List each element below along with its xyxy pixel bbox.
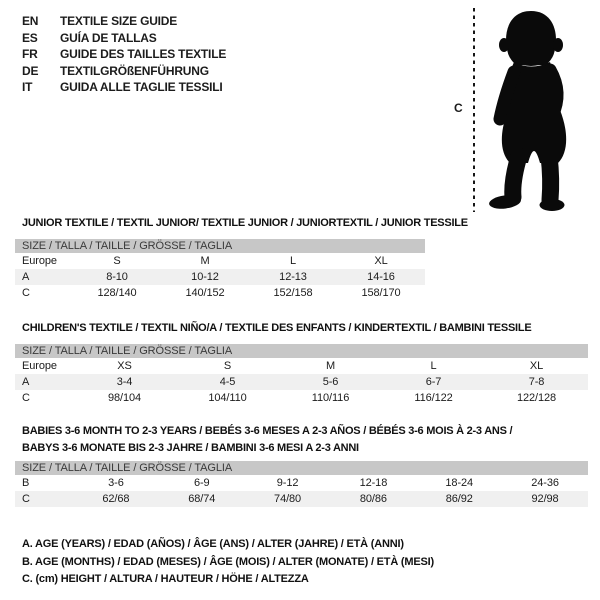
list-item (22, 46, 226, 63)
size-header-bar: SIZE / TALLA / TAILLE / GRÖSSE / TAGLIA (15, 239, 425, 253)
junior-section-title: JUNIOR TEXTILE / TEXTIL JUNIOR/ TEXTILE JUNIOR / JUNIORTEXTIL / JUNIOR TESSILE (22, 217, 468, 229)
table-cell: 9-12 (276, 477, 299, 489)
table-cell: 152/158 (273, 287, 313, 299)
table-cell: 10-12 (191, 271, 219, 283)
list-item (22, 30, 226, 47)
table-row (15, 285, 425, 301)
table-cell: XL (374, 255, 388, 267)
table-cell: 12-13 (279, 271, 307, 283)
legend-line-c: C. (cm) HEIGHT / ALTURA / HAUTEUR / HÖHE / ALTEZZA (22, 573, 309, 585)
size-header-bar: SIZE / TALLA / TAILLE / GRÖSSE / TAGLIA (15, 344, 588, 358)
table-cell: 3-6 (108, 477, 124, 489)
children-section-title: CHILDREN'S TEXTILE / TEXTIL NIÑO/A / TEXTILE DES ENFANTS / KINDERTEXTIL / BAMBINI TESSILE (22, 322, 532, 334)
babies-title-line-2: BABYS 3-6 MONATE BIS 2-3 JAHRE / BAMBINI 3-6 MESI A 2-3 ANNI (22, 442, 359, 454)
table-cell: 14-16 (367, 271, 395, 283)
legend-line-a: A. AGE (YEARS) / EDAD (AÑOS) / ÂGE (ANS) / ALTER (JAHRE) / ETÀ (ANNI) (22, 538, 404, 550)
table-cell: 110/116 (311, 392, 350, 404)
table-cell: S (113, 255, 121, 267)
table-row (15, 475, 588, 491)
table-row (15, 253, 425, 269)
language-title: GUIDA ALLE TAGLIE TESSILI (60, 80, 223, 94)
babies-size-table (15, 461, 588, 507)
table-cell: 158/170 (361, 287, 401, 299)
table-row (15, 390, 588, 406)
height-measure-label: C (454, 101, 463, 115)
table-row (15, 269, 425, 285)
table-cell: 68/74 (188, 493, 216, 505)
row-label: A (22, 271, 30, 283)
table-cell: 3-4 (116, 376, 133, 388)
list-item (22, 63, 226, 80)
table-cell: 122/128 (516, 392, 557, 404)
table-cell: 86/92 (445, 493, 473, 505)
list-item (22, 79, 226, 96)
toddler-silhouette-image (483, 6, 589, 212)
language-title: GUIDE DES TAILLES TEXTILE (60, 47, 227, 61)
table-cell: 4-5 (219, 376, 236, 388)
table-cell: 140/152 (185, 287, 225, 299)
table-cell: 6-7 (425, 376, 442, 388)
table-cell: XL (529, 360, 544, 372)
language-title: TEXTILE SIZE GUIDE (60, 14, 178, 28)
table-cell: 24-36 (531, 477, 559, 489)
language-title: TEXTILGRÖßENFÜHRUNG (60, 63, 209, 78)
language-title-list (22, 13, 226, 96)
language-code: IT (22, 80, 33, 94)
table-cell: 62/68 (102, 493, 130, 505)
table-cell: 128/140 (97, 287, 137, 299)
table-cell: L (289, 255, 297, 267)
table-cell: L (430, 360, 437, 372)
language-code: ES (22, 30, 38, 45)
table-row (15, 358, 588, 374)
table-cell: 74/80 (274, 493, 302, 505)
size-header-bar: SIZE / TALLA / TAILLE / GRÖSSE / TAGLIA (15, 461, 588, 475)
table-cell: S (223, 360, 232, 372)
language-title: GUÍA DE TALLAS (60, 30, 157, 45)
table-cell: XS (117, 360, 132, 372)
table-cell: 92/98 (531, 493, 559, 505)
table-cell: 104/110 (208, 392, 247, 404)
language-code: EN (22, 14, 39, 28)
babies-title-line-1: BABIES 3-6 MONTH TO 2-3 YEARS / BEBÉS 3-6 MESES A 2-3 AÑOS / BÉBÉS 3-6 MOIS À 2-3 ANS / (22, 425, 513, 437)
row-label: C (22, 392, 30, 404)
babies-section-title (22, 423, 512, 457)
row-label: C (22, 287, 30, 299)
table-cell: 12-18 (359, 477, 388, 489)
table-row (15, 491, 588, 507)
table-cell: 116/122 (414, 392, 453, 404)
list-item (22, 13, 226, 30)
table-cell: M (325, 360, 336, 372)
language-code: FR (22, 47, 38, 61)
legend-line-b: B. AGE (MONTHS) / EDAD (MESES) / ÂGE (MOIS) / ALTER (MONATE) / ETÀ (MESI) (22, 555, 434, 568)
height-dashed-line (473, 8, 475, 212)
table-cell: M (200, 255, 210, 267)
table-cell: 5-6 (322, 376, 339, 388)
junior-size-table (15, 239, 425, 301)
row-label: B (22, 477, 30, 489)
table-cell: 98/104 (107, 392, 142, 404)
table-cell: 18-24 (445, 477, 474, 489)
measurement-legend (22, 536, 434, 589)
row-label: C (22, 493, 30, 505)
row-label: Europe (22, 255, 57, 267)
table-cell: 7-8 (528, 376, 545, 388)
language-code: DE (22, 63, 39, 78)
row-label: A (22, 376, 30, 388)
children-size-table (15, 344, 588, 406)
table-cell: 8-10 (106, 271, 128, 283)
table-cell: 80/86 (359, 493, 387, 505)
table-row (15, 374, 588, 390)
table-cell: 6-9 (193, 477, 210, 489)
row-label: Europe (22, 360, 57, 372)
